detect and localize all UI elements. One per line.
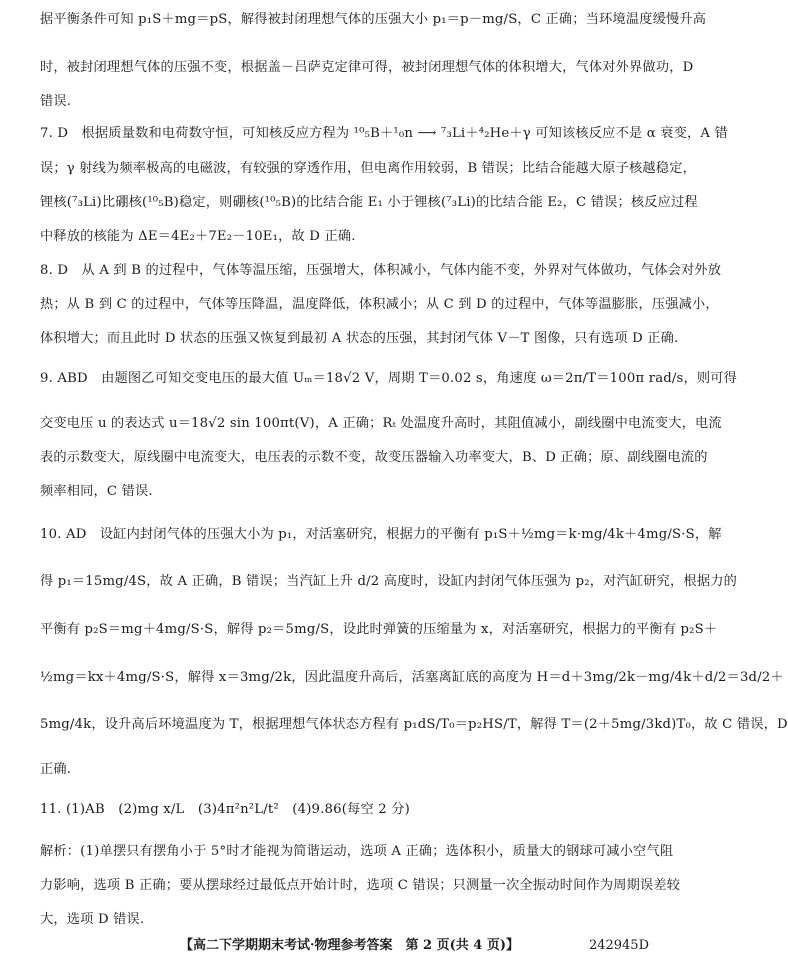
text-line: 解析：(1)单摆只有摆角小于 5°时才能视为简谐运动，选项 A 正确；选体积小，质量大的钢球可减小空气阻 xyxy=(40,844,674,859)
text-line: 表的示数变大，原线圈中电流变大，电压表的示数不变，故变压器输入功率变大，B、D 正确；原、副线圈电流的 xyxy=(40,450,708,465)
text-line: 错误. xyxy=(40,94,72,109)
text-line: 9. ABD 由题图乙可知交变电压的最大值 Uₘ＝18√2 V，周期 T＝0.02 s，角速度 ω＝2π/T＝100π rad/s，则可得 xyxy=(40,371,738,386)
text-line: 正确. xyxy=(40,762,72,777)
text-line: ½mg＝kx＋4mg/S·S，解得 x＝3mg/2k，因此温度升高后，活塞离缸底的高度为 H＝d＋3mg/2k－mg/4k＋d/2＝3d/2＋ xyxy=(40,670,784,685)
text-line: 频率相同，C 错误. xyxy=(40,484,153,499)
text-line: 7. D 根据质量数和电荷数守恒，可知核反应方程为 ¹⁰₅B＋¹₀n ⟶ ⁷₃Li＋⁴₂He＋γ 可知该核反应不是 α 衰变，A 错 xyxy=(40,126,728,141)
page-footer xyxy=(0,936,677,956)
text-line: 时，被封闭理想气体的压强不变，根据盖－吕萨克定律可得，被封闭理想气体的体积增大，气体对外界做功，D xyxy=(40,60,694,75)
footer-code: 242945D xyxy=(588,938,649,953)
text-line: 据平衡条件可知 p₁S＋mg＝pS，解得被封闭理想气体的压强大小 p₁＝p－mg/S，C 正确；当环境温度缓慢升高 xyxy=(40,12,707,27)
text-line: 10. AD 设缸内封闭气体的压强大小为 p₁，对活塞研究，根据力的平衡有 p₁S＋½mg＝k·mg/4k＋4mg/S·S，解 xyxy=(40,527,722,542)
text-line: 平衡有 p₂S＝mg＋4mg/S·S，解得 p₂＝5mg/S，设此时弹簧的压缩量为 x，对活塞研究，根据力的平衡有 p₂S＋ xyxy=(40,622,718,637)
text-line: 得 p₁＝15mg/4S，故 A 正确，B 错误；当汽缸上升 d/2 高度时，设缸内封闭气体压强为 p₂，对汽缸研究，根据力的 xyxy=(40,574,737,589)
text-line: 误；γ 射线为频率极高的电磁波，有较强的穿透作用，但电离作用较弱，B 错误；比结合能越大原子核越稳定， xyxy=(40,161,696,176)
text-line: 体积增大；而且此时 D 状态的压强又恢复到最初 A 状态的压强，其封闭气体 V－T 图像，只有选项 D 正确. xyxy=(40,331,679,346)
text-line: 大，选项 D 错误. xyxy=(40,912,145,927)
footer-title: 【高二下学期期末考试·物理参考答案 第 2 页(共 4 页)】 xyxy=(180,938,520,953)
text-line: 锂核(⁷₃Li)比硼核(¹⁰₅B)稳定，则硼核(¹⁰₅B)的比结合能 E₁ 小于锂核(⁷₃Li)的比结合能 E₂，C 错误；核反应过程 xyxy=(40,195,698,210)
text-line: 力影响，选项 B 正确；要从摆球经过最低点开始计时，选项 C 错误；只测量一次全振动时间作为周期误差较 xyxy=(40,878,681,893)
text-line: 5mg/4k，设升高后环境温度为 T，根据理想气体状态方程有 p₁dS/T₀＝p₂HS/T，解得 T＝(2＋5mg/3kd)T₀，故 C 错误，D xyxy=(40,717,788,732)
text-line: 交变电压 u 的表达式 u＝18√2 sin 100πt(V)，A 正确；Rₜ 处温度升高时，其阻值减小，副线圈中电流变大，电流 xyxy=(40,416,722,431)
text-line: 热；从 B 到 C 的过程中，气体等压降温，温度降低，体积减小；从 C 到 D 的过程中，气体等温膨胀，压强减小， xyxy=(40,297,719,312)
text-line: 8. D 从 A 到 B 的过程中，气体等温压缩，压强增大，体积减小，气体内能不变，外界对气体做功，气体会对外放 xyxy=(40,263,722,278)
text-line: 11. (1)AB (2)mg x/L (3)4π²n²L/t² (4)9.86(每空 2 分) xyxy=(40,802,410,817)
text-line: 中释放的核能为 ΔE＝4E₂＋7E₂－10E₁，故 D 正确. xyxy=(40,229,356,244)
